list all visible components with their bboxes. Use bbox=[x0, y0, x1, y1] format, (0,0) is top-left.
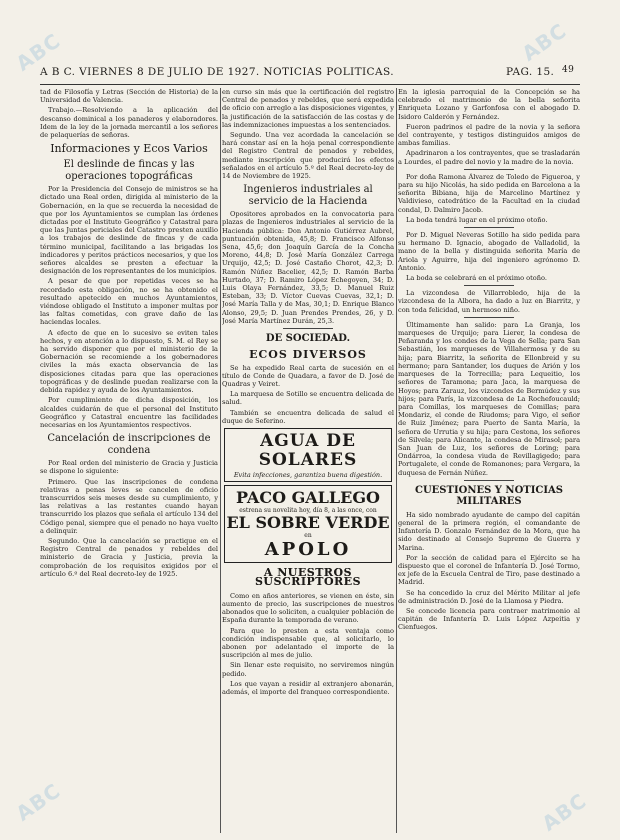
paragraph: Por la Presidencia del Consejo de ministros se ha dictado una Real orden, dirigida al ministerio de la Gobernación, en la que se recuerda la necesidad de que por los Ayuntamientos se cumplan las órdenes dictadas por el Instituto Geográfico y Catastral para que las Juntas periciales del Catastro presten auxilio a los trabajos de deslinde de fincas y de cada término municipal, facilitando a las brigadas los indicadores y peritos prácticos necesarios, y que los señores alcaldes se presten a efectuar la designación de los representantes de los municipios. bbox=[40, 185, 218, 276]
paragraph: Segundo. Que la cancelación se practique en el Registro Central de penados y rebeldes del ministerio de Gracia y Justicia, previa la comprobación de los requisitos exigidos por el artículo 6.º del Real decreto-ley de 1925. bbox=[40, 536, 218, 578]
page-number: PAG. 15. bbox=[506, 66, 555, 78]
section-heading: DE SOCIEDAD. bbox=[265, 333, 351, 345]
paragraph: La marquesa de Sotillo se encuentra delicada de salud. bbox=[222, 390, 394, 407]
paragraph: Apadrinaron a los contrayentes, que se trasladarán a Lourdes, el padre del novio y la madre de la novia. bbox=[398, 149, 580, 166]
header-line: A B C. VIERNES 8 DE JULIO DE 1927. NOTICIAS POLITICAS. bbox=[40, 66, 394, 78]
paragraph: Por doña Ramona Álvarez de Toledo de Figueroa, y para su hijo Nicolás, ha sido pedida en Barcelona a la señorita Bibiana, hija de Marcelino Martínez y Valdivieso, catedrático de la Facultad en la ciudad condal, D. Dalmiro Jacob. bbox=[398, 172, 580, 214]
section-heading: Informaciones y Ecos Varios bbox=[50, 142, 208, 156]
ad-title: PACO GALLEGO bbox=[236, 488, 380, 508]
separator bbox=[464, 317, 514, 318]
notice-title: A NUESTROS SUSCRIPTORES bbox=[224, 566, 392, 588]
paragraph: Para que lo presten a esta ventaja como condición indispensable que, al solicitarlo, lo abonen por adelantado el importe de la suscripción al mes de julio. bbox=[222, 626, 394, 660]
paragraph: La vizcondesa de Villarrobledo, hija de la vizcondesa de la Albora, ha dado a luz en Biarritz, y con toda felicidad, un hermoso niño. bbox=[398, 289, 580, 314]
ad-title: EL SOBRE VERDE bbox=[226, 513, 390, 533]
paragraph: La boda se celebrará en el próximo otoño. bbox=[406, 274, 547, 283]
paragraph: Por la sección de calidad para el Ejército se ha dispuesto que el coronel de Infantería D. José Tormo, ex jefe de la Escuela Central de Tiro, pase destinado a Madrid. bbox=[398, 553, 580, 587]
ad-text: en bbox=[304, 532, 312, 540]
paragraph: Se ha concedido la cruz del Mérito Militar al jefe de administración D. José de la Llamosa y Piedra. bbox=[398, 588, 580, 605]
header-rule bbox=[40, 84, 580, 85]
paragraph: A efecto de que en lo sucesivo se eviten tales hechos, y en atención a lo dispuesto, S. M. el Rey se ha servido disponer que por el ministerio de la Gobernación se recomiende a los gobernadores civiles la más exacta observancia de las disposiciones citadas para que las operaciones topográficas y de deslinde puedan realizarse con la debida rapidez y ayuda de los Ayuntamientos. bbox=[40, 328, 218, 395]
paragraph: Últimamente han salido: para La Granja, los marqueses de Urquijo; para Lierer, la condesa de Peñaranda y los condes de la Vega de Sella; para San Sebastián, los marqueses de Villahermosa y de su hija; para Biarritz, la señorita de Ellonbreid y su hermano; para Santander, los duques de Arión y los marqueses de la Torrecilla; para Lequeitio, los señores de Taramona; para Jaca, la marquesa de Hoyos; para Zarauz, los vizcondes de Bermúdez y sus hijos; para París, la vizcondesa de La Rochefoucauld; para Comillas, los marqueses de Comillas; para Mondariz, el conde de Riudoms; para Vigo, el señor de Ruiz Jiménez; para Puerto de Santa María, la señora de Urrutia y su hija; para Cestona, los señores de Silvela; para Alicante, la condesa de Mirasol; para San Juan de Luz, los señores de Loring; para Ondárroa, la condesa viuda de Revillagigedo; para Portugalete, el conde de Romanones; para Vergara, la duquesa de Fernán Núñez. bbox=[398, 320, 580, 477]
section-heading: ECOS DIVERSOS bbox=[249, 347, 367, 361]
section-heading: Ingenieros industriales al servicio de la Hacienda bbox=[243, 184, 373, 207]
paragraph: La boda tendrá lugar en el próximo otoño. bbox=[406, 215, 548, 224]
paragraph: En la iglesia parroquial de la Concepción se ha celebrado el matrimonio de la bella señorita Enriqueta Lozano y Garfonfosa con el abogado D. Isidoro Calderón y Fernández. bbox=[398, 88, 580, 121]
paragraph: Como en años anteriores, se vienen en éste, sin aumento de precio, las suscripciones de nuestros abonados que lo soliciten, a cualquier población de España durante la temporada de verano. bbox=[222, 591, 394, 625]
column-1 bbox=[40, 88, 218, 833]
issue-number: 49 bbox=[562, 65, 575, 75]
section-heading: El deslinde de fincas y las operaciones topográficas bbox=[63, 159, 195, 182]
separator bbox=[464, 227, 514, 228]
paragraph: Ha sido nombrado ayudante de campo del capitán general de la primera región, el comandante de Infantería D. Gonzalo Fernández de la Mora, que ha sido destinado al Consejo Supremo de Guerra y Marina. bbox=[398, 510, 580, 552]
page-header bbox=[40, 66, 580, 82]
paragraph: Trabajo.—Resolviendo a la aplicación del descanso dominical a los panaderos y elaboradores. Idem de la ley de la jornada mercantil a los señores de pelaquerías de señoras. bbox=[40, 106, 218, 140]
ad-paco-gallego bbox=[224, 485, 392, 563]
paragraph: Por cumplimiento de dicha disposición, los alcaldes cuidarán de que el personal del Instituto Geográfico y Catastral encuentre las facilidades necesarias en los Ayuntamientos respectivos. bbox=[40, 396, 218, 429]
watermark: ABC bbox=[11, 28, 65, 76]
notice-suscriptores bbox=[224, 566, 392, 588]
section-heading: Cancelación de inscripciones de condena bbox=[47, 433, 211, 456]
paragraph: Fueron padrinos el padre de la novia y la señora del contrayente, y testigos distinguidos amigos de ambas familias. bbox=[398, 122, 580, 148]
paragraph: Sin llenar este requisito, no serviremos ningún pedido. bbox=[222, 661, 394, 678]
watermark: ABC bbox=[537, 788, 591, 836]
paragraph: Se ha expedido Real carta de sucesión en el título de Conde de Quadara, a favor de D. José de Quadras y Veiret. bbox=[222, 363, 394, 388]
ad-agua-de-solares bbox=[224, 428, 392, 482]
paragraph: tad de Filosofía y Letras (Sección de Historia) de la Universidad de Valencia. bbox=[40, 88, 218, 105]
ad-title: AGUA DE SOLARES bbox=[258, 431, 358, 470]
column-divider bbox=[220, 88, 221, 833]
column-3 bbox=[398, 88, 580, 833]
paragraph: Por D. Miguel Neveras Sotillo ha sido pedida para su hermano D. Ignacio, abogado de Valladolid, la mano de la bella y distinguida señorita María de Ariola y Aguirre, hija del ingeniero agrónomo D. Antonio. bbox=[398, 231, 580, 272]
watermark: ABC bbox=[11, 778, 65, 826]
paragraph: Segundo. Una vez acordada la cancelación se hará constar así en la hoja penal correspondiente del Registro Central de penados y rebeldes, mediante inscripción que producirá los efectos señalados en el artículo 5.º del Real decreto-ley de 14 de Noviembre de 1925. bbox=[222, 131, 394, 181]
paragraph: A pesar de que por repetidas veces se ha recordado esta obligación, no se ha obtenido el resultado apetecido en muchos Ayuntamientos, viéndose obligado el Instituto a imponer multas por las faltas cometidas, con grave daño de las haciendas locales. bbox=[40, 277, 218, 327]
separator bbox=[464, 169, 514, 170]
ad-subtitle: Evita infecciones, garantiza buena digestión. bbox=[233, 471, 383, 479]
watermark: ABC bbox=[517, 18, 571, 66]
section-heading: CUESTIONES Y NOTICIAS MILITARES bbox=[414, 484, 564, 508]
paragraph: Se concede licencia para contraer matrimonio al capitán de Infantería D. Luis López Azpeitia y Cienfuegos. bbox=[398, 606, 580, 632]
paragraph: Opositores aprobados en la convocatoria para plazas de Ingenieros industriales al servicio de la Hacienda pública: Don Antonio Gutiérrez Aubrel, puntuación obtenida, 45,8; D. Francisco Alfonso Sena, 45,6; don Joaquín García de la Concha Moreno, 44,8; D. José María González Carrega Urquijo, 42,5; D. José Castaño Chorot, 42,3; D. Ramón Núñez Bacelier, 42,5; D. Ramón Barba Hurtado, 37; D. Ramiro López Echegoyen, 34; D. Luis Olaya Fernández, 33,5; D. Manuel Ruiz Esteban, 33; D. Víctor Cuevas Cuevas, 32,1; D. José María Talla y de Mas, 30,1; D. Enrique Blanco Alonso, 29,5; D. Juan Prendes Prendes, 26, y D. José María Martínez Durán, 25,3. bbox=[222, 210, 394, 325]
ad-title: APOLO bbox=[264, 539, 352, 561]
separator bbox=[464, 480, 514, 481]
column-2 bbox=[222, 88, 394, 833]
paragraph: Por Real orden del ministerio de Gracia y Justicia se dispone lo siguiente: bbox=[40, 459, 218, 476]
separator bbox=[464, 285, 514, 286]
separator bbox=[283, 328, 333, 329]
paragraph: Los que vayan a residir al extranjero abonarán, además, el importe del franqueo correspondiente. bbox=[222, 679, 394, 697]
paragraph: Primero. Que las inscripciones de condena relativas a penas leves se cancelen de oficio transcurridos seis meses desde su cumplimiento, y las relativas a las restantes cuando hayan transcurrido los plazos que señala el artículo 134 del Código penal, siempre que el penado no haya vuelto a delinquir. bbox=[40, 477, 218, 535]
column-divider bbox=[396, 88, 397, 833]
ad-text: estrena su novelita hoy, día 8, a las once, con bbox=[239, 507, 377, 515]
paragraph: También se encuentra delicada de salud el duque de Seferino. bbox=[222, 408, 394, 425]
paragraph: en curso sin más que la certificación del registro Central de penados y rebeldes, que será expedida de oficio con arreglo a las disposiciones vigentes, y la justificación de la satisfacción de las costas y de las indemnizaciones impuestas a los sentenciados. bbox=[222, 88, 394, 129]
